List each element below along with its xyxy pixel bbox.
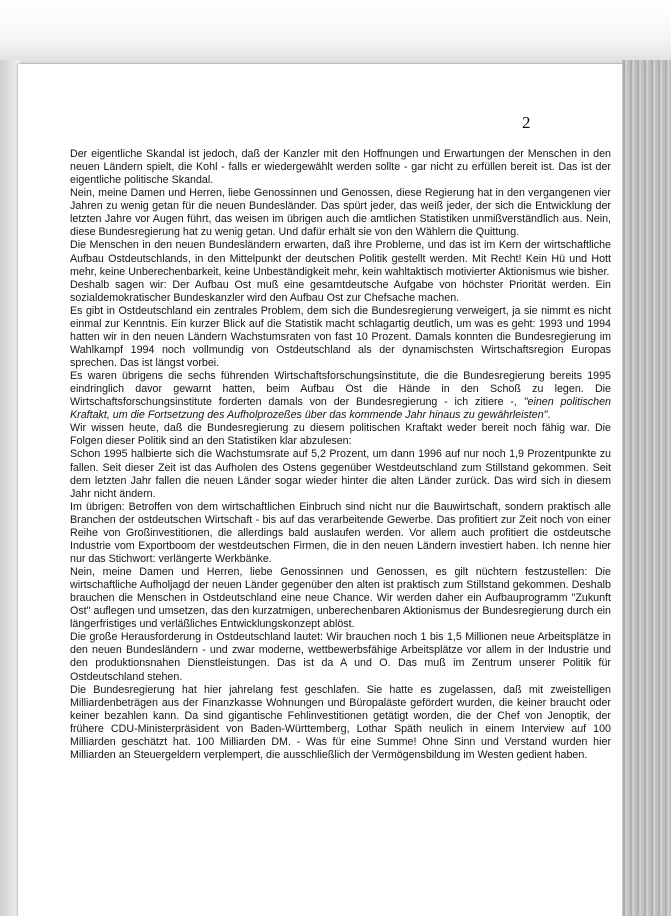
paragraph: Schon 1995 halbierte sich die Wachstumsrate auf 5,2 Prozent, um dann 1996 auf nur noch 1,9 Prozentpunkte zu fallen. Seit dieser Zeit ist das Aufholen des Ostens gegenüber Westdeutschland zum Stillstand gekommen. Seit dem letzten Jahr fallen die neuen Länder sogar wieder hinter die alten Länder zurück. Das wird sich in diesem Jahr nicht ändern. [70,448,611,500]
paragraph [70,370,611,422]
paragraph: Nein, meine Damen und Herren, liebe Genossinnen und Genossen, diese Regierung hat in den vergangenen vier Jahren zu wenig getan für die neuen Bundesländer. Das spürt jeder, das weiß jeder, der sich die Entwicklung der letzten Jahre vor Augen führt, das weisen im übrigen auch die amtlichen Statistiken unmißverständlich aus. Nein, diese Bundesregierung hat zu wenig getan. Und dafür erhält sie von den Wählern die Quittung. [70,187,611,239]
paragraph: Nein, meine Damen und Herren, liebe Genossinnen und Genossen, es gilt nüchtern festzustellen: Die wirtschaftliche Aufholjagd der neuen Länder gegenüber den alten ist praktisch zum Stillstand gekommen. Deshalb brauchen die Menschen in Ostdeutschland eine neue Chance. Wir werden daher ein Aufbauprogramm "Zukunft Ost" auflegen und umsetzen, das den kurzatmigen, unberechenbaren Aktionismus der Bundesregierung durch ein längerfristiges und verläßliches Entwicklungskonzept ablöst. [70,566,611,631]
paragraph: Deshalb sagen wir: Der Aufbau Ost muß eine gesamtdeutsche Aufgabe von höchster Priorität werden. Ein sozialdemokratischer Bundeskanzler wird den Aufbau Ost zur Chefsache machen. [70,278,611,304]
scan-background-top [0,0,671,70]
paragraph-end: . [547,409,551,422]
scan-background-right [622,60,671,916]
scan-background-left [0,60,20,916]
paragraph: Die große Herausforderung in Ostdeutschland lautet: Wir brauchen noch 1 bis 1,5 Millionen neue Arbeitsplätze in den neuen Bundesländern - und zwar moderne, wettbewerbsfähige Arbeitsplätze vor allem in der Industrie und den produktionsnahen Dienstleistungen. Das ist da A und O. Das muß im Zentrum unserer Politik für Ostdeutschland stehen. [70,631,611,683]
institute-quote: "einen politischen Kraftakt, um die Fortsetzung des Aufholprozeßes über das kommende Jahr hinaus zu gewährleisten" [70,396,611,422]
paragraph-text: Es waren übrigens die sechs führenden Wirtschaftsforschungsinstitute, die die Bundesregierung bereits 1995 eindringlich davor gewarnt hatten, beim Aufbau Ost die Hände in den Schoß zu legen. Die Wirtschaftsforschungsinstitute forderten damals von der Bundesregierung - ich zitiere -, [70,370,611,409]
page-number: 2 [522,113,531,132]
document-body [70,148,611,762]
paragraph: Es gibt in Ostdeutschland ein zentrales Problem, dem sich die Bundesregierung verweigert, ja sie nimmt es nicht einmal zur Kenntnis. Ein kurzer Blick auf die Statistik macht schlagartig deutlich, um was es geht: 1993 und 1994 hatten wir in den neuen Ländern Wachstumsraten von fast 10 Prozent. Damals konnten die Bundesregierung im Wahlkampf 1994 noch vollmundig von Ostdeutschland als der dynamischsten Wirtschaftsregion Europas sprechen. Das ist längst vorbei. [70,304,611,369]
paragraph: Im übrigen: Betroffen von dem wirtschaftlichen Einbruch sind nicht nur die Bauwirtschaft, sondern praktisch alle Branchen der ostdeutschen Wirtschaft - bis auf das verarbeitende Gewerbe. Das profitiert zur Zeit noch von einer Reihe von Großinvestitionen, die allerdings bald auslaufen werden. Vor allem auch profitiert die ostdeutsche Industrie vom Exportboom der westdeutschen Firmen, die in den neuen Ländern investiert haben. Ich nenne hier nur das Stichwort: verlängerte Werkbänke. [70,500,611,565]
paragraph: Die Bundesregierung hat hier jahrelang fest geschlafen. Sie hatte es zugelassen, daß mit zweistelligen Milliardenbeträgen aus der Finanzkasse Wohnungen und Büropaläste gefördert wurden, die keiner braucht oder keiner bezahlen kann. Da sind gigantische Fehlinvestitionen getätigt worden, die der Chef von Jenoptik, der frühere CDU-Ministerpräsident von Baden-Württemberg, Lothar Späth neulich in einem Interview auf 100 Milliarden geschätzt hat. 100 Milliarden DM. - Was für eine Summe! Ohne Sinn und Verstand wurden hier Milliarden an Steuergeldern verplempert, die ausschließlich der Vermögensbildung im Westen gedient haben. [70,683,611,761]
paragraph: Wir wissen heute, daß die Bundesregierung zu diesem politischen Kraftakt weder bereit noch fähig war. Die Folgen dieser Politik sind an den Statistiken klar abzulesen: [70,422,611,448]
paragraph: Die Menschen in den neuen Bundesländern erwarten, daß ihre Probleme, und das ist im Kern der wirtschaftliche Aufbau Ostdeutschlands, in den Mittelpunkt der deutschen Politik gestellt werden. Mit Recht! Kein Hü und Hott mehr, keine Unberechenbarkeit, keine Unbeständigkeit mehr, kein wahltaktisch motivierter Aktionismus wie bisher. [70,239,611,278]
paragraph: Der eigentliche Skandal ist jedoch, daß der Kanzler mit den Hoffnungen und Erwartungen der Menschen in den neuen Ländern spielt, die Kohl - falls er wiedergewählt werden sollte - gar nicht zu erfüllen bereit ist. Das ist der eigentliche politische Skandal. [70,148,611,187]
